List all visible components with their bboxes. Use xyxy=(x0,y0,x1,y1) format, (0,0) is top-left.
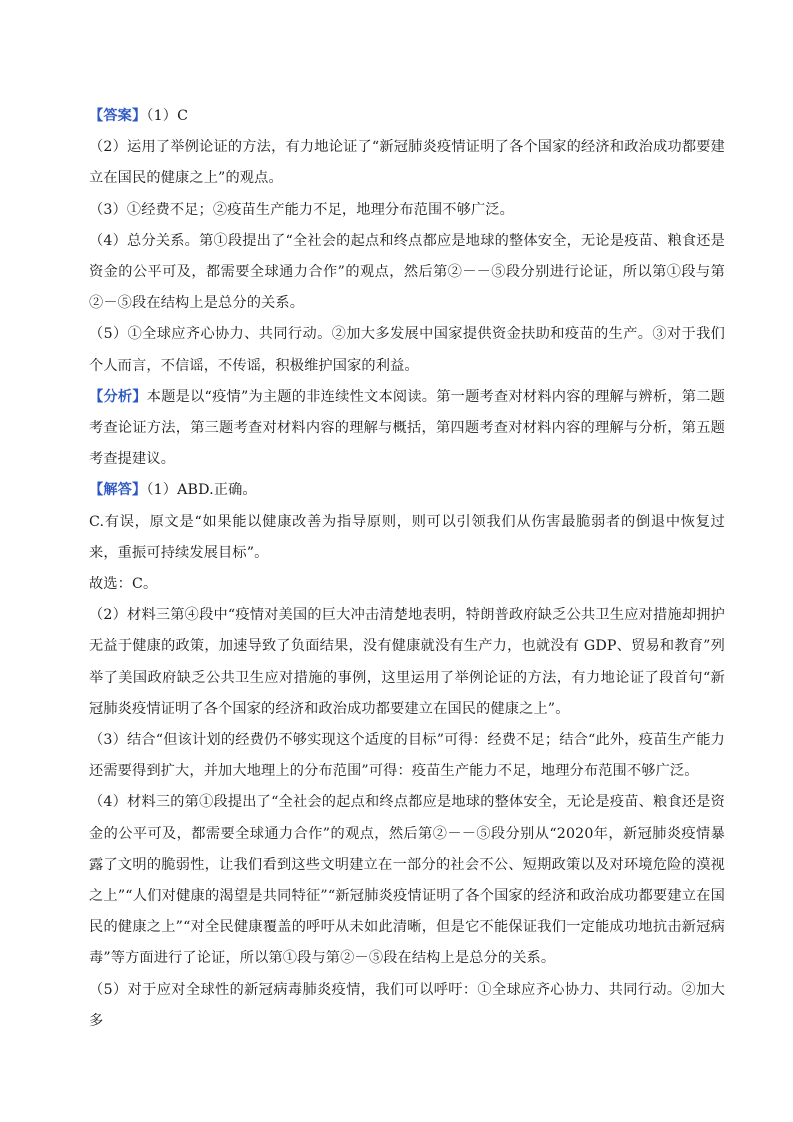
paragraph-text: （3）结合“但该计划的经费仍不够实现这个适度的目标”可得：经费不足；结合“此外，疫苗生产能力还需要得到扩大，并加大地理上的分布范围”可得：疫苗生产能力不足，地理分布范围不够广泛。 xyxy=(89,732,725,780)
paragraph-text: C.有误，原文是“如果能以健康改善为指导原则，则可以引领我们从伤害最脆弱者的倒退中恢复过来，重振可持续发展目标”。 xyxy=(89,513,725,561)
paragraph-text: （5）①全球应齐心协力、共同行动。②加大多发展中国家提供资金扶助和疫苗的生产。③对于我们个人而言，不信谣，不传谣，积极维护国家的利益。 xyxy=(89,326,725,374)
answer-paragraph xyxy=(89,101,725,132)
analysis-paragraph xyxy=(89,382,725,476)
solution-paragraph xyxy=(89,475,725,506)
paragraph-text: （2）材料三第④段中“疫情对美国的巨大冲击清楚地表明，特朗普政府缺乏公共卫生应对措施却拥护无益于健康的政策，加速导致了负面结果，没有健康就没有生产力，也就没有 GDP、贸易和教育”列举了美国政府缺乏公共卫生应对措施的事例，这里运用了举例论证的方法，有力地论证了段首句“新冠肺炎疫情证明了各个国家的经济和政治成功都要建立在国民的健康之上”。 xyxy=(89,607,725,717)
solution-paragraph xyxy=(89,600,725,725)
solution-paragraph xyxy=(89,787,725,974)
analysis-label: 【分析】 xyxy=(89,388,147,405)
paragraph-text: （4）材料三的第①段提出了“全社会的起点和终点都应是地球的整体安全，无论是疫苗、粮食还是资金的公平可及，都需要全球通力合作”的观点，然后第②－－⑤段分别从“2020年，新冠肺炎疫情暴露了文明的脆弱性，让我们看到这些文明建立在一部分的社会不公、短期政策以及对环境危险的漠视之上”“人们对健康的渴望是共同特征”“新冠肺炎疫情证明了各个国家的经济和政治成功都要建立在国民的健康之上”“对全民健康覆盖的呼吁从未如此清晰，但是它不能保证我们一定能成功地抗击新冠病毒”等方面进行了论证，所以第①段与第②－⑤段在结构上是总分的关系。 xyxy=(89,794,725,967)
paragraph-text: （1）ABD.正确。 xyxy=(146,482,257,499)
paragraph-text: （5）对于应对全球性的新冠病毒肺炎疫情，我们可以呼吁：①全球应齐心协力、共同行动。②加大多 xyxy=(89,981,725,1029)
solution-paragraph xyxy=(89,975,725,1037)
answer-paragraph xyxy=(89,319,725,381)
solution-paragraph xyxy=(89,507,725,569)
solution-paragraph xyxy=(89,569,725,600)
solution-label: 【解答】 xyxy=(89,482,147,499)
paragraph-text: 本题是以“疫情”为主题的非连续性文本阅读。第一题考查对材料内容的理解与辨析，第二题考查论证方法，第三题考查对材料内容的理解与概括，第四题考查对材料内容的理解与分析，第五题考查提建议。 xyxy=(89,388,725,468)
answer-paragraph xyxy=(89,132,725,194)
answer-paragraph xyxy=(89,226,725,320)
solution-paragraph xyxy=(89,725,725,787)
paragraph-text: （2）运用了举例论证的方法，有力地论证了“新冠肺炎疫情证明了各个国家的经济和政治成功都要建立在国民的健康之上”的观点。 xyxy=(89,139,725,187)
answer-label: 【答案】 xyxy=(89,108,147,124)
paragraph-text: 故选：C。 xyxy=(89,576,158,593)
paragraph-text: （3）①经费不足；②疫苗生产能力不足，地理分布范围不够广泛。 xyxy=(89,201,514,218)
answer-paragraph xyxy=(89,195,725,226)
paragraph-text: （4）总分关系。第①段提出了“全社会的起点和终点都应是地球的整体安全，无论是疫苗、粮食还是资金的公平可及，都需要全球通力合作”的观点，然后第②－－⑤段分别进行论证，所以第①段与第②－⑤段在结构上是总分的关系。 xyxy=(89,232,725,312)
paragraph-text: （1）C xyxy=(146,108,189,124)
answer-content xyxy=(89,101,725,1037)
